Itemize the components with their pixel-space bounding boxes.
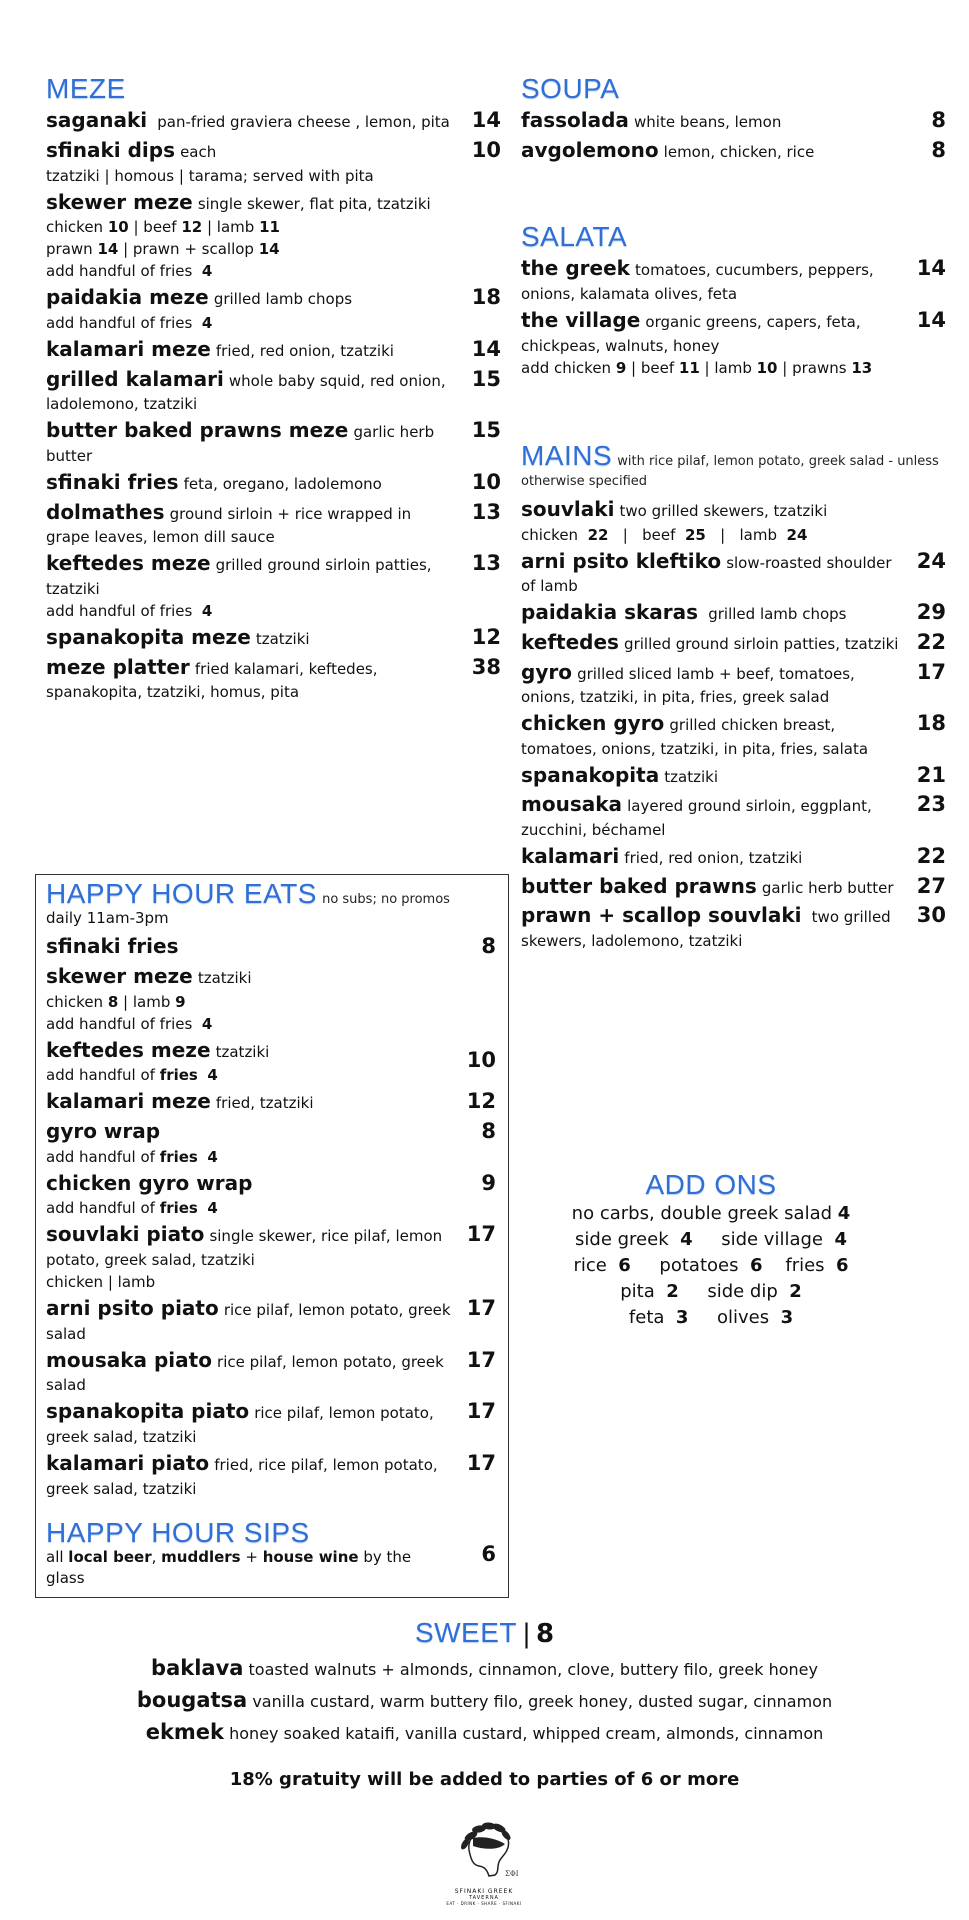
item-name: arni psito piato: [46, 1296, 219, 1321]
salata-section: [521, 222, 946, 379]
item-desc: lemon, chicken, rice: [663, 142, 815, 161]
item-desc: two grilled skewers, ladolemono, tzatziki: [521, 908, 891, 950]
item-name: keftedes: [521, 629, 619, 654]
item-name: meze platter: [46, 654, 190, 679]
item-price: 8: [931, 137, 946, 162]
menu-item: [46, 1170, 496, 1220]
sips-text: all: [46, 1548, 69, 1567]
menu-item: [46, 336, 501, 364]
item-name: skewer meze: [46, 189, 193, 214]
item-name: souvlaki: [521, 496, 615, 521]
item-sub: add handful of fries 4: [46, 314, 213, 333]
item-name: bougatsa: [136, 1688, 248, 1712]
item-price: 17: [466, 1222, 496, 1247]
item-price: 14: [916, 256, 946, 281]
item-name: kalamari meze: [46, 337, 211, 362]
item-desc: single skewer, rice pilaf, lemon potato, greek salad, tzatziki: [46, 1227, 443, 1269]
item-name: gyro: [521, 659, 572, 684]
menu-item: [521, 791, 946, 841]
item-price: 18: [471, 285, 501, 310]
item-desc: white beans, lemon: [634, 113, 782, 132]
item-sub: add handful of fries 4: [46, 602, 213, 621]
item-sub: chicken 8 | lamb 9: [46, 992, 186, 1011]
item-desc: grilled ground sirloin patties, tzatziki: [624, 634, 899, 653]
item-price: 10: [471, 137, 501, 162]
item-price: 12: [466, 1089, 496, 1114]
mains-section: [521, 441, 946, 952]
logo-mark: ΣΦΙ: [505, 1870, 519, 1878]
menu-item: [521, 496, 946, 546]
item-desc: rice pilaf, lemon potato, greek salad, tzatziki: [46, 1404, 434, 1447]
item-name: kalamari: [521, 844, 620, 869]
item-price: 22: [916, 629, 946, 654]
menu-item: [521, 762, 946, 790]
item-name: the greek: [521, 256, 630, 281]
item-price: 15: [471, 418, 501, 443]
item-price: 12: [471, 625, 501, 650]
item-name: skewer meze: [46, 963, 193, 988]
sips-house-wine: house wine: [262, 1548, 359, 1567]
item-price: 13: [471, 499, 501, 524]
sweet-heading-row: [0, 1618, 969, 1649]
menu-item: [46, 1221, 496, 1293]
happy-eats-hours: daily 11am-3pm: [46, 909, 169, 928]
menu-item: [46, 654, 501, 704]
happy-sips-line: [46, 1542, 496, 1588]
menu-item: [46, 417, 501, 467]
sips-local-beer: local beer: [68, 1548, 152, 1567]
item-desc: garlic herb butter: [761, 878, 894, 897]
menu-item: [46, 137, 501, 187]
item-name: souvlaki piato: [46, 1222, 205, 1247]
soupa-heading: SOUPA: [521, 73, 620, 104]
item-desc: rice pilaf, lemon potato, greek salad: [46, 1352, 444, 1395]
mains-heading-row: [521, 441, 946, 490]
item-price: 8: [481, 1119, 496, 1143]
addons-line: no carbs, double greek salad 4: [571, 1203, 851, 1225]
item-name: fassolada: [521, 108, 629, 133]
item-name: spanakopita piato: [46, 1399, 250, 1424]
item-name: the village: [521, 308, 641, 333]
mains-note: with rice pilaf, lemon potato, greek salad - unless otherwise specified: [521, 454, 939, 490]
menu-item: [46, 1450, 496, 1500]
menu-item: [521, 902, 946, 952]
item-sub: add handful of fries 4: [46, 1014, 213, 1033]
item-desc: ground sirloin + rice wrapped in grape leaves, lemon dill sauce: [46, 504, 412, 547]
item-desc: fried, rice pilaf, lemon potato, greek salad, tzatziki: [46, 1456, 438, 1498]
item-name: paidakia skaras: [521, 600, 699, 625]
item-desc: fried, tzatziki: [215, 1094, 314, 1113]
item-desc: slow-roasted shoulder of lamb: [521, 553, 892, 596]
item-desc: tzatziki: [197, 968, 252, 987]
menu-item: [46, 1347, 496, 1397]
item-price: 17: [466, 1296, 496, 1321]
addons-section: [531, 1170, 891, 1331]
item-name: avgolemono: [521, 137, 659, 162]
soupa-section: [521, 74, 946, 165]
item-desc: tzatziki: [664, 767, 719, 786]
menu-item: [521, 599, 946, 627]
item-name: dolmathes: [46, 499, 165, 524]
item-price: 14: [471, 108, 501, 133]
item-desc: feta, oregano, ladolemono: [183, 475, 382, 494]
item-desc: garlic herb butter: [46, 423, 435, 466]
addons-heading: ADD ONS: [645, 1169, 777, 1200]
item-desc: grilled chicken breast, tomatoes, onions, tzatziki, in pita, fries, salata: [521, 716, 869, 758]
item-desc: grilled sliced lamb + beef, tomatoes, onions, tzatziki, in pita, fries, greek salad: [521, 664, 855, 707]
sweet-item: [0, 1653, 969, 1685]
menu-item: [521, 548, 946, 598]
item-price: 17: [466, 1399, 496, 1424]
item-desc: two grilled skewers, tzatziki: [619, 501, 828, 520]
menu-item: [46, 469, 501, 497]
item-name: keftedes meze: [46, 551, 211, 576]
item-sub: chicken 22 | beef 25 | lamb 24: [521, 525, 808, 544]
laurel-head-icon: [449, 1820, 519, 1882]
item-price: 18: [916, 711, 946, 736]
salata-addons: add chicken 9 | beef 11 | lamb 10 | prawns 13: [521, 358, 873, 377]
menu-item: [46, 963, 496, 1035]
item-price: 17: [466, 1451, 496, 1476]
item-desc: grilled lamb chops: [213, 290, 353, 309]
item-desc: toasted walnuts + almonds, cinnamon, clove, buttery filo, greek honey: [248, 1660, 818, 1679]
restaurant-logo: [434, 1820, 534, 1906]
sips-text: by the glass: [46, 1548, 412, 1587]
item-name: keftedes meze: [46, 1037, 211, 1062]
menu-item: [521, 255, 946, 305]
item-sub: add handful of fries 4: [46, 262, 213, 281]
menu-item: [521, 843, 946, 871]
menu-item: [46, 624, 501, 652]
item-sub: chicken 10 | beef 12 | lamb 11: [46, 218, 280, 237]
happy-eats-heading: HAPPY HOUR EATS: [46, 878, 317, 909]
item-name: sfinaki fries: [46, 934, 179, 959]
meze-section: [46, 74, 501, 703]
item-name: butter baked prawns meze: [46, 418, 349, 443]
item-price: 10: [471, 470, 501, 495]
item-desc: tzatziki: [255, 630, 310, 649]
sweet-heading: SWEET: [414, 1617, 517, 1648]
item-desc: layered ground sirloin, eggplant, zucchini, béchamel: [521, 797, 872, 840]
salata-heading: SALATA: [521, 221, 628, 252]
item-price: 38: [471, 654, 501, 679]
item-price: 8: [931, 108, 946, 133]
item-name: baklava: [151, 1656, 244, 1680]
menu-item: [46, 1398, 496, 1448]
menu-item: [46, 1088, 496, 1116]
menu-item: [521, 629, 946, 657]
sips-text: ,: [151, 1548, 162, 1567]
item-price: 22: [916, 844, 946, 869]
item-price: 14: [916, 308, 946, 333]
gratuity-note: 18% gratuity will be added to parties of 6 or more: [229, 1769, 740, 1790]
item-name: chicken gyro: [521, 711, 665, 736]
item-price: 21: [916, 762, 946, 787]
menu-item: [46, 550, 501, 622]
item-price: 24: [916, 548, 946, 573]
item-desc: each: [180, 142, 217, 161]
sweet-price: 8: [535, 1619, 555, 1649]
addons-line: pita 2 side dip 2: [620, 1281, 802, 1303]
addons-line: side greek 4 side village 4: [575, 1229, 847, 1251]
item-price: 13: [471, 551, 501, 576]
item-name: grilled kalamari: [46, 366, 224, 391]
item-desc: rice pilaf, lemon potato, greek salad: [46, 1301, 451, 1343]
menu-item: [46, 189, 501, 283]
menu-item: [46, 366, 501, 416]
item-price: 17: [916, 659, 946, 684]
sweet-section: [0, 1618, 969, 1790]
item-sub: add handful of fries 4: [46, 1066, 218, 1085]
menu-item: [46, 933, 496, 961]
item-sub: chicken | lamb: [46, 1273, 156, 1292]
menu-item: [521, 710, 946, 760]
item-name: spanakopita: [521, 762, 660, 787]
menu-item: [46, 1295, 496, 1345]
item-name: gyro wrap: [46, 1119, 161, 1143]
logo-line3: EAT · DRINK · SHARE · SFINAKI: [446, 1901, 522, 1906]
item-desc: tzatziki: [215, 1042, 270, 1061]
item-desc: fried, red onion, tzatziki: [215, 342, 394, 361]
menu-item: [521, 873, 946, 901]
sweet-item: [0, 1717, 969, 1749]
item-price: 15: [471, 366, 501, 391]
menu-item: [46, 1037, 496, 1087]
sips-text: +: [240, 1548, 263, 1567]
item-name: spanakopita meze: [46, 625, 251, 650]
logo-line1: SFINAKI GREEK: [454, 1888, 514, 1895]
logo-line2: TAVERNA: [469, 1895, 499, 1901]
item-sub: add handful of fries 4: [46, 1147, 218, 1166]
item-desc: vanilla custard, warm buttery filo, greek honey, dusted sugar, cinnamon: [252, 1692, 833, 1711]
item-name: prawn + scallop souvlaki: [521, 903, 802, 928]
item-price: 9: [481, 1170, 496, 1195]
item-name: ekmek: [145, 1720, 225, 1744]
addons-line: rice 6 potatoes 6 fries 6: [573, 1255, 849, 1277]
item-name: sfinaki fries: [46, 470, 179, 495]
item-desc: fried, red onion, tzatziki: [624, 849, 803, 868]
item-price: 6: [481, 1542, 496, 1567]
happy-hour-box: [35, 874, 509, 1598]
item-price: 10: [466, 1047, 496, 1072]
item-price: 23: [916, 792, 946, 817]
menu-item: [46, 284, 501, 334]
menu-item: [46, 107, 501, 135]
item-sub: add handful of fries 4: [46, 1199, 218, 1218]
item-price: 30: [916, 903, 946, 928]
item-name: butter baked prawns: [521, 873, 757, 898]
happy-eats-note: no subs; no promos: [322, 892, 450, 907]
meze-heading: MEZE: [46, 73, 126, 104]
item-name: kalamari piato: [46, 1451, 210, 1476]
item-price: 14: [471, 337, 501, 362]
addons-line: feta 3 olives 3: [628, 1307, 794, 1329]
item-desc: pan-fried graviera cheese , lemon, pita: [157, 113, 450, 132]
item-name: mousaka piato: [46, 1347, 212, 1372]
item-price: 17: [466, 1347, 496, 1372]
item-desc: single skewer, flat pita, tzatziki: [197, 194, 431, 213]
item-desc: grilled lamb chops: [708, 605, 847, 624]
menu-item: [521, 307, 946, 379]
item-desc: tomatoes, cucumbers, peppers, onions, kalamata olives, feta: [521, 261, 874, 303]
sweet-separator: |: [522, 1619, 531, 1649]
menu-item: [46, 1118, 496, 1168]
menu-item: [521, 659, 946, 709]
item-name: arni psito kleftiko: [521, 548, 722, 573]
item-desc: honey soaked kataifi, vanilla custard, whipped cream, almonds, cinnamon: [229, 1724, 824, 1743]
item-price: 27: [916, 873, 946, 898]
item-desc: grilled ground sirloin patties, tzatziki: [46, 556, 432, 598]
happy-sips-heading: HAPPY HOUR SIPS: [46, 1516, 310, 1548]
item-price: 8: [481, 934, 496, 959]
item-sub: prawn 14 | prawn + scallop 14: [46, 240, 280, 259]
item-name: sfinaki dips: [46, 137, 175, 162]
happy-eats-heading-row: [46, 879, 496, 908]
item-name: mousaka: [521, 792, 623, 817]
mains-heading: MAINS: [521, 440, 613, 471]
item-desc: fried kalamari, keftedes, spanakopita, tzatziki, homus, pita: [46, 659, 378, 702]
item-desc: organic greens, capers, feta, chickpeas, walnuts, honey: [521, 313, 861, 355]
item-price: 29: [916, 600, 946, 625]
menu-item: [46, 499, 501, 549]
menu-item: [521, 137, 946, 165]
sips-muddlers: muddlers: [161, 1548, 241, 1567]
item-name: paidakia meze: [46, 285, 209, 310]
item-name: kalamari meze: [46, 1089, 211, 1114]
menu-item: [521, 107, 946, 135]
sweet-item: [0, 1685, 969, 1717]
item-desc: whole baby squid, red onion, ladolemono, tzatziki: [46, 371, 446, 414]
item-name: saganaki: [46, 108, 148, 133]
item-sub: tzatziki | homous | tarama; served with pita: [46, 166, 374, 185]
item-name: chicken gyro wrap: [46, 1170, 253, 1195]
